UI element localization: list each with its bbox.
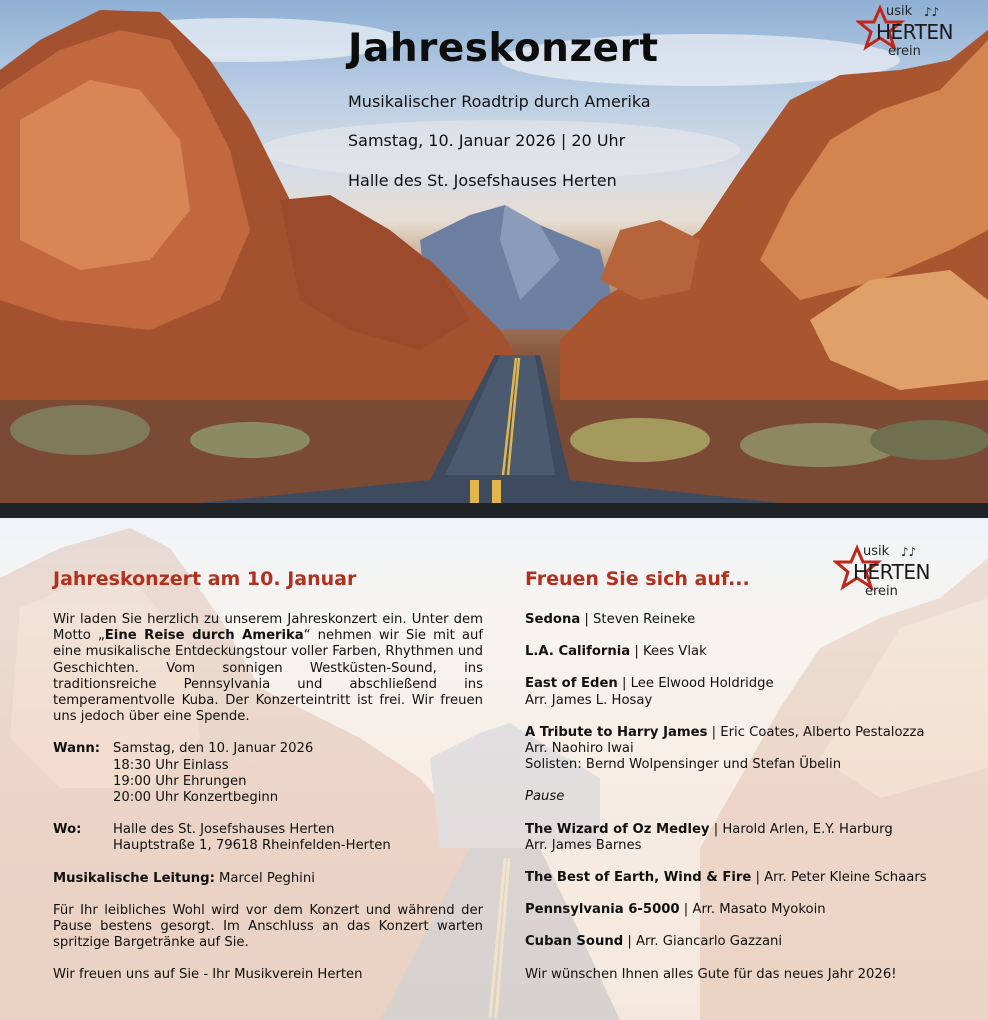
left-closing: Wir freuen uns auf Sie - Ihr Musikverein Herten: [53, 967, 363, 983]
musikverein-logo: [833, 542, 930, 606]
program-arranger: Arr. Naohiro Iwai: [525, 741, 634, 757]
leitung-line: [53, 871, 483, 887]
right-closing: Wir wünschen Ihnen alles Gute für das neues Jahr 2026!: [525, 966, 897, 982]
svg-text:♪♪: ♪♪: [901, 545, 917, 559]
program-item: The Best of Earth, Wind & Fire | Arr. Peter Kleine Schaars: [525, 870, 927, 886]
wo-block: [53, 822, 483, 854]
wann-line: 18:30 Uhr Einlass: [113, 757, 229, 773]
concert-title: Jahreskonzert: [348, 26, 659, 71]
wann-block: [53, 741, 483, 806]
leitung-value: Marcel Peghini: [219, 870, 315, 886]
program-item: The Wizard of Oz Medley | Harold Arlen, E.Y. Harburg: [525, 821, 893, 837]
left-column: [53, 612, 483, 984]
wann-line: Samstag, den 10. Januar 2026: [113, 741, 314, 757]
motto: Eine Reise durch Amerika: [104, 628, 304, 644]
divider-band: [0, 503, 988, 518]
wo-line: Halle des St. Josefshauses Herten: [113, 822, 335, 838]
pause-label: Pause: [525, 789, 565, 805]
bottom-flyer: [0, 518, 988, 1020]
logo-verein: erein: [888, 44, 921, 59]
wo-line: Hauptstraße 1, 79618 Rheinfelden-Herten: [113, 838, 391, 854]
intro-paragraph: Wir laden Sie herzlich zu unserem Jahreskonzert ein. Unter dem Motto „Eine Reise durch Amerika“ nehmen wir Sie mit auf eine musikalische Entdeckungstour voller Farben, Rhythmen und Geschichten. Vom sonnigen Westküsten-Sound, ins traditionsreiche Pennsylvania und abschließend ins temperamentvolle Kuba. Der Konzerteintritt ist frei. Wir freuen uns jedoch über eine Spende.: [53, 612, 483, 725]
musikverein-logo: [856, 2, 953, 66]
catering-paragraph: Für Ihr leibliches Wohl wird vor dem Konzert und während der Pause bestens gesorgt. Im Anschluss an das Konzert warten spritzige Bargetränke auf Sie.: [53, 902, 483, 951]
wann-label: Wann:: [53, 741, 101, 757]
program-soloists: Solisten: Bernd Wolpensinger und Stefan Übelin: [525, 757, 842, 773]
program-item: East of Eden | Lee Elwood Holdridge: [525, 676, 774, 692]
left-heading: Jahreskonzert am 10. Januar: [53, 568, 357, 590]
logo-herten: HERTEN: [853, 560, 930, 584]
leitung-label: Musikalische Leitung:: [53, 870, 215, 886]
program-arranger: Arr. James L. Hosay: [525, 692, 653, 708]
desert-road-image: [0, 0, 988, 503]
svg-text:♪♪: ♪♪: [924, 5, 940, 19]
logo-herten: HERTEN: [876, 20, 953, 44]
right-heading: Freuen Sie sich auf...: [525, 568, 750, 590]
concert-subtitle: Musikalischer Roadtrip durch Amerika: [348, 92, 651, 111]
program-list: [525, 612, 965, 983]
program-item: A Tribute to Harry James | Eric Coates, Alberto Pestalozza: [525, 724, 925, 740]
concert-date: Samstag, 10. Januar 2026 | 20 Uhr: [348, 131, 626, 150]
concert-venue: Halle des St. Josefshauses Herten: [348, 171, 617, 190]
program-item: Sedona | Steven Reineke: [525, 612, 696, 627]
top-flyer: [0, 0, 988, 503]
logo-usik: usik: [863, 544, 890, 559]
logo-verein: erein: [865, 584, 898, 599]
program-item: Pennsylvania 6-5000 | Arr. Masato Myokoin: [525, 902, 826, 918]
wann-line: 20:00 Uhr Konzertbeginn: [113, 790, 279, 806]
program-item: Cuban Sound | Arr. Giancarlo Gazzani: [525, 934, 783, 950]
logo-usik: usik: [886, 4, 913, 19]
program-item: L.A. California | Kees Vlak: [525, 644, 707, 660]
wann-line: 19:00 Uhr Ehrungen: [113, 773, 247, 789]
wo-label: Wo:: [53, 822, 82, 838]
program-arranger: Arr. James Barnes: [525, 837, 642, 853]
